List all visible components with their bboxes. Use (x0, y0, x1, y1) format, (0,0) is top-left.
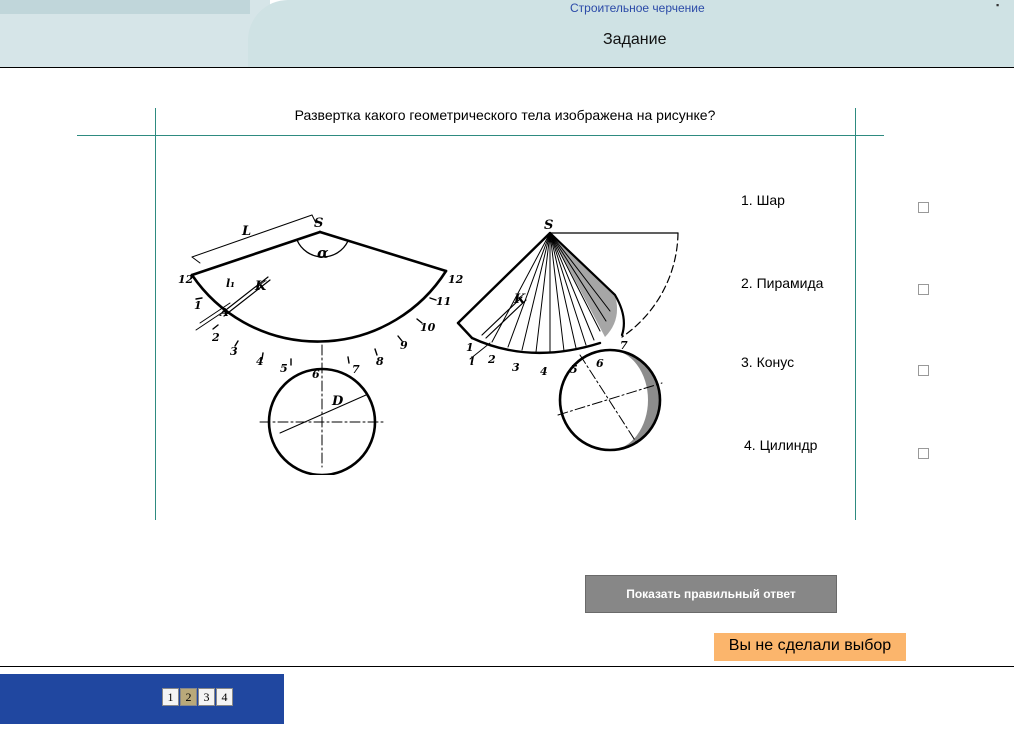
option-4-label: 4. Цилиндр (744, 437, 818, 453)
label-k-right: K (514, 292, 526, 307)
option-3-checkbox[interactable] (918, 365, 929, 376)
mark-left: 6 (312, 368, 320, 381)
label-s-left: S (314, 216, 324, 231)
mark-left: 4 (256, 355, 264, 368)
mark-right: 3 (512, 361, 520, 374)
mark-left: 5 (280, 362, 288, 375)
mark-left: 9 (400, 339, 408, 352)
label-s-right: S (544, 218, 554, 233)
pager (162, 688, 234, 706)
corner-mark: ▪ (996, 0, 1000, 10)
mark-left: 3 (230, 345, 238, 358)
option-2-label: 2. Пирамида (741, 275, 824, 291)
page-3-button[interactable]: 3 (198, 688, 215, 706)
page-1-button[interactable]: 1 (162, 688, 179, 706)
mark-right: 1 (466, 341, 474, 354)
footer-divider (0, 666, 1014, 667)
option-4-checkbox[interactable] (918, 448, 929, 459)
mark-left: 12 (178, 273, 194, 286)
frame-horizontal-line (77, 135, 884, 136)
mark-right: 6 (596, 357, 604, 370)
mark-left: 10 (420, 321, 436, 334)
footer-bar (0, 674, 284, 724)
label-l: L (242, 224, 252, 239)
mark-right: 4 (540, 365, 548, 378)
mark-right: 7 (620, 339, 628, 352)
label-alpha: α (317, 244, 329, 262)
label-l1: l₁ (226, 277, 235, 290)
subject-title: Строительное черчение (570, 1, 705, 15)
page-title: Задание (603, 31, 667, 48)
mark-left: 7 (352, 363, 360, 376)
header-left-stripe (0, 0, 250, 14)
label-d: D (332, 394, 344, 409)
mark-left: 8 (376, 355, 384, 368)
page-2-button[interactable]: 2 (180, 688, 197, 706)
question-text: Развертка какого геометрического тела изображена на рисунке? (294, 107, 716, 123)
option-2-checkbox[interactable] (918, 284, 929, 295)
development-figure (170, 205, 690, 475)
label-k-left: K (255, 279, 267, 294)
option-1-label: 1. Шар (741, 192, 785, 208)
frame-left-line (155, 108, 156, 520)
label-a: A (220, 306, 229, 319)
mark-right: 5 (570, 363, 578, 376)
mark-left: 12 (448, 273, 464, 286)
label-l-small: l (470, 355, 475, 368)
show-answer-button[interactable]: Показать правильный ответ (585, 575, 837, 613)
header-divider (0, 67, 1014, 68)
selection-status: Вы не сделали выбор (714, 633, 906, 661)
mark-left: 11 (436, 295, 452, 308)
mark-right: 2 (488, 353, 496, 366)
option-3-label: 3. Конус (741, 354, 795, 370)
frame-right-line (855, 108, 856, 520)
header-left-band (0, 0, 270, 68)
mark-left: 2 (212, 331, 220, 344)
page-4-button[interactable]: 4 (216, 688, 233, 706)
option-1-checkbox[interactable] (918, 202, 929, 213)
mark-left: 1 (194, 299, 202, 312)
